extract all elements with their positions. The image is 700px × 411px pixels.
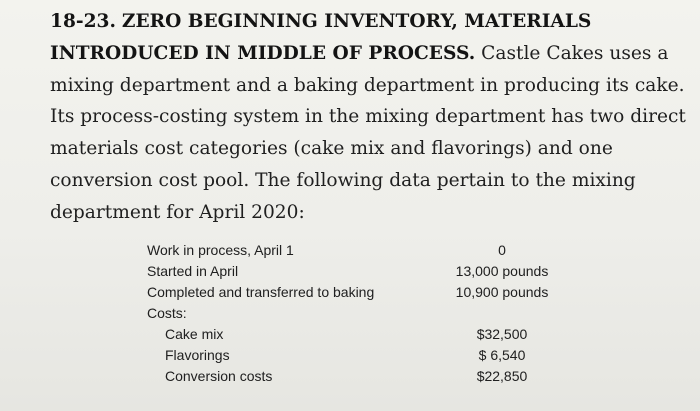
row-label: Cake mix bbox=[165, 326, 224, 342]
table-row bbox=[147, 282, 567, 303]
row-value: $32,500 bbox=[476, 326, 528, 342]
row-value: 13,000 pounds bbox=[455, 263, 549, 279]
problem-body: Castle Cakes uses a mixing department and a baking department in producing its cake. Its process-costing system in the mixing department has two direct materials cost categories (cake mix and flavorings) and one conversion cost pool. The following data pertain to the mixing department for April 2020: bbox=[50, 42, 686, 223]
problem-number: 18-23. bbox=[50, 11, 116, 32]
problem-title: ZERO BEGINNING INVENTORY, MATERIALS INTRODUCED IN MIDDLE OF PROCESS. bbox=[50, 11, 592, 64]
table-row bbox=[147, 303, 567, 324]
row-value: 10,900 pounds bbox=[455, 284, 549, 300]
table-row bbox=[147, 240, 567, 261]
row-label: Work in process, April 1 bbox=[147, 242, 294, 258]
table-row bbox=[147, 366, 567, 387]
mixing-department-data-table bbox=[147, 240, 567, 387]
row-value bbox=[437, 303, 567, 324]
row-label: Costs: bbox=[147, 305, 187, 321]
row-label: Started in April bbox=[147, 263, 239, 279]
row-label: Flavorings bbox=[165, 347, 230, 363]
table-row bbox=[147, 345, 567, 366]
row-value: 0 bbox=[498, 242, 506, 258]
table-row bbox=[147, 324, 567, 345]
row-label: Conversion costs bbox=[165, 368, 273, 384]
table-row bbox=[147, 261, 567, 282]
row-label: Completed and transferred to baking bbox=[147, 284, 375, 300]
row-value: $ 6,540 bbox=[478, 347, 526, 363]
problem-statement bbox=[50, 6, 695, 229]
row-value: $22,850 bbox=[476, 368, 528, 384]
